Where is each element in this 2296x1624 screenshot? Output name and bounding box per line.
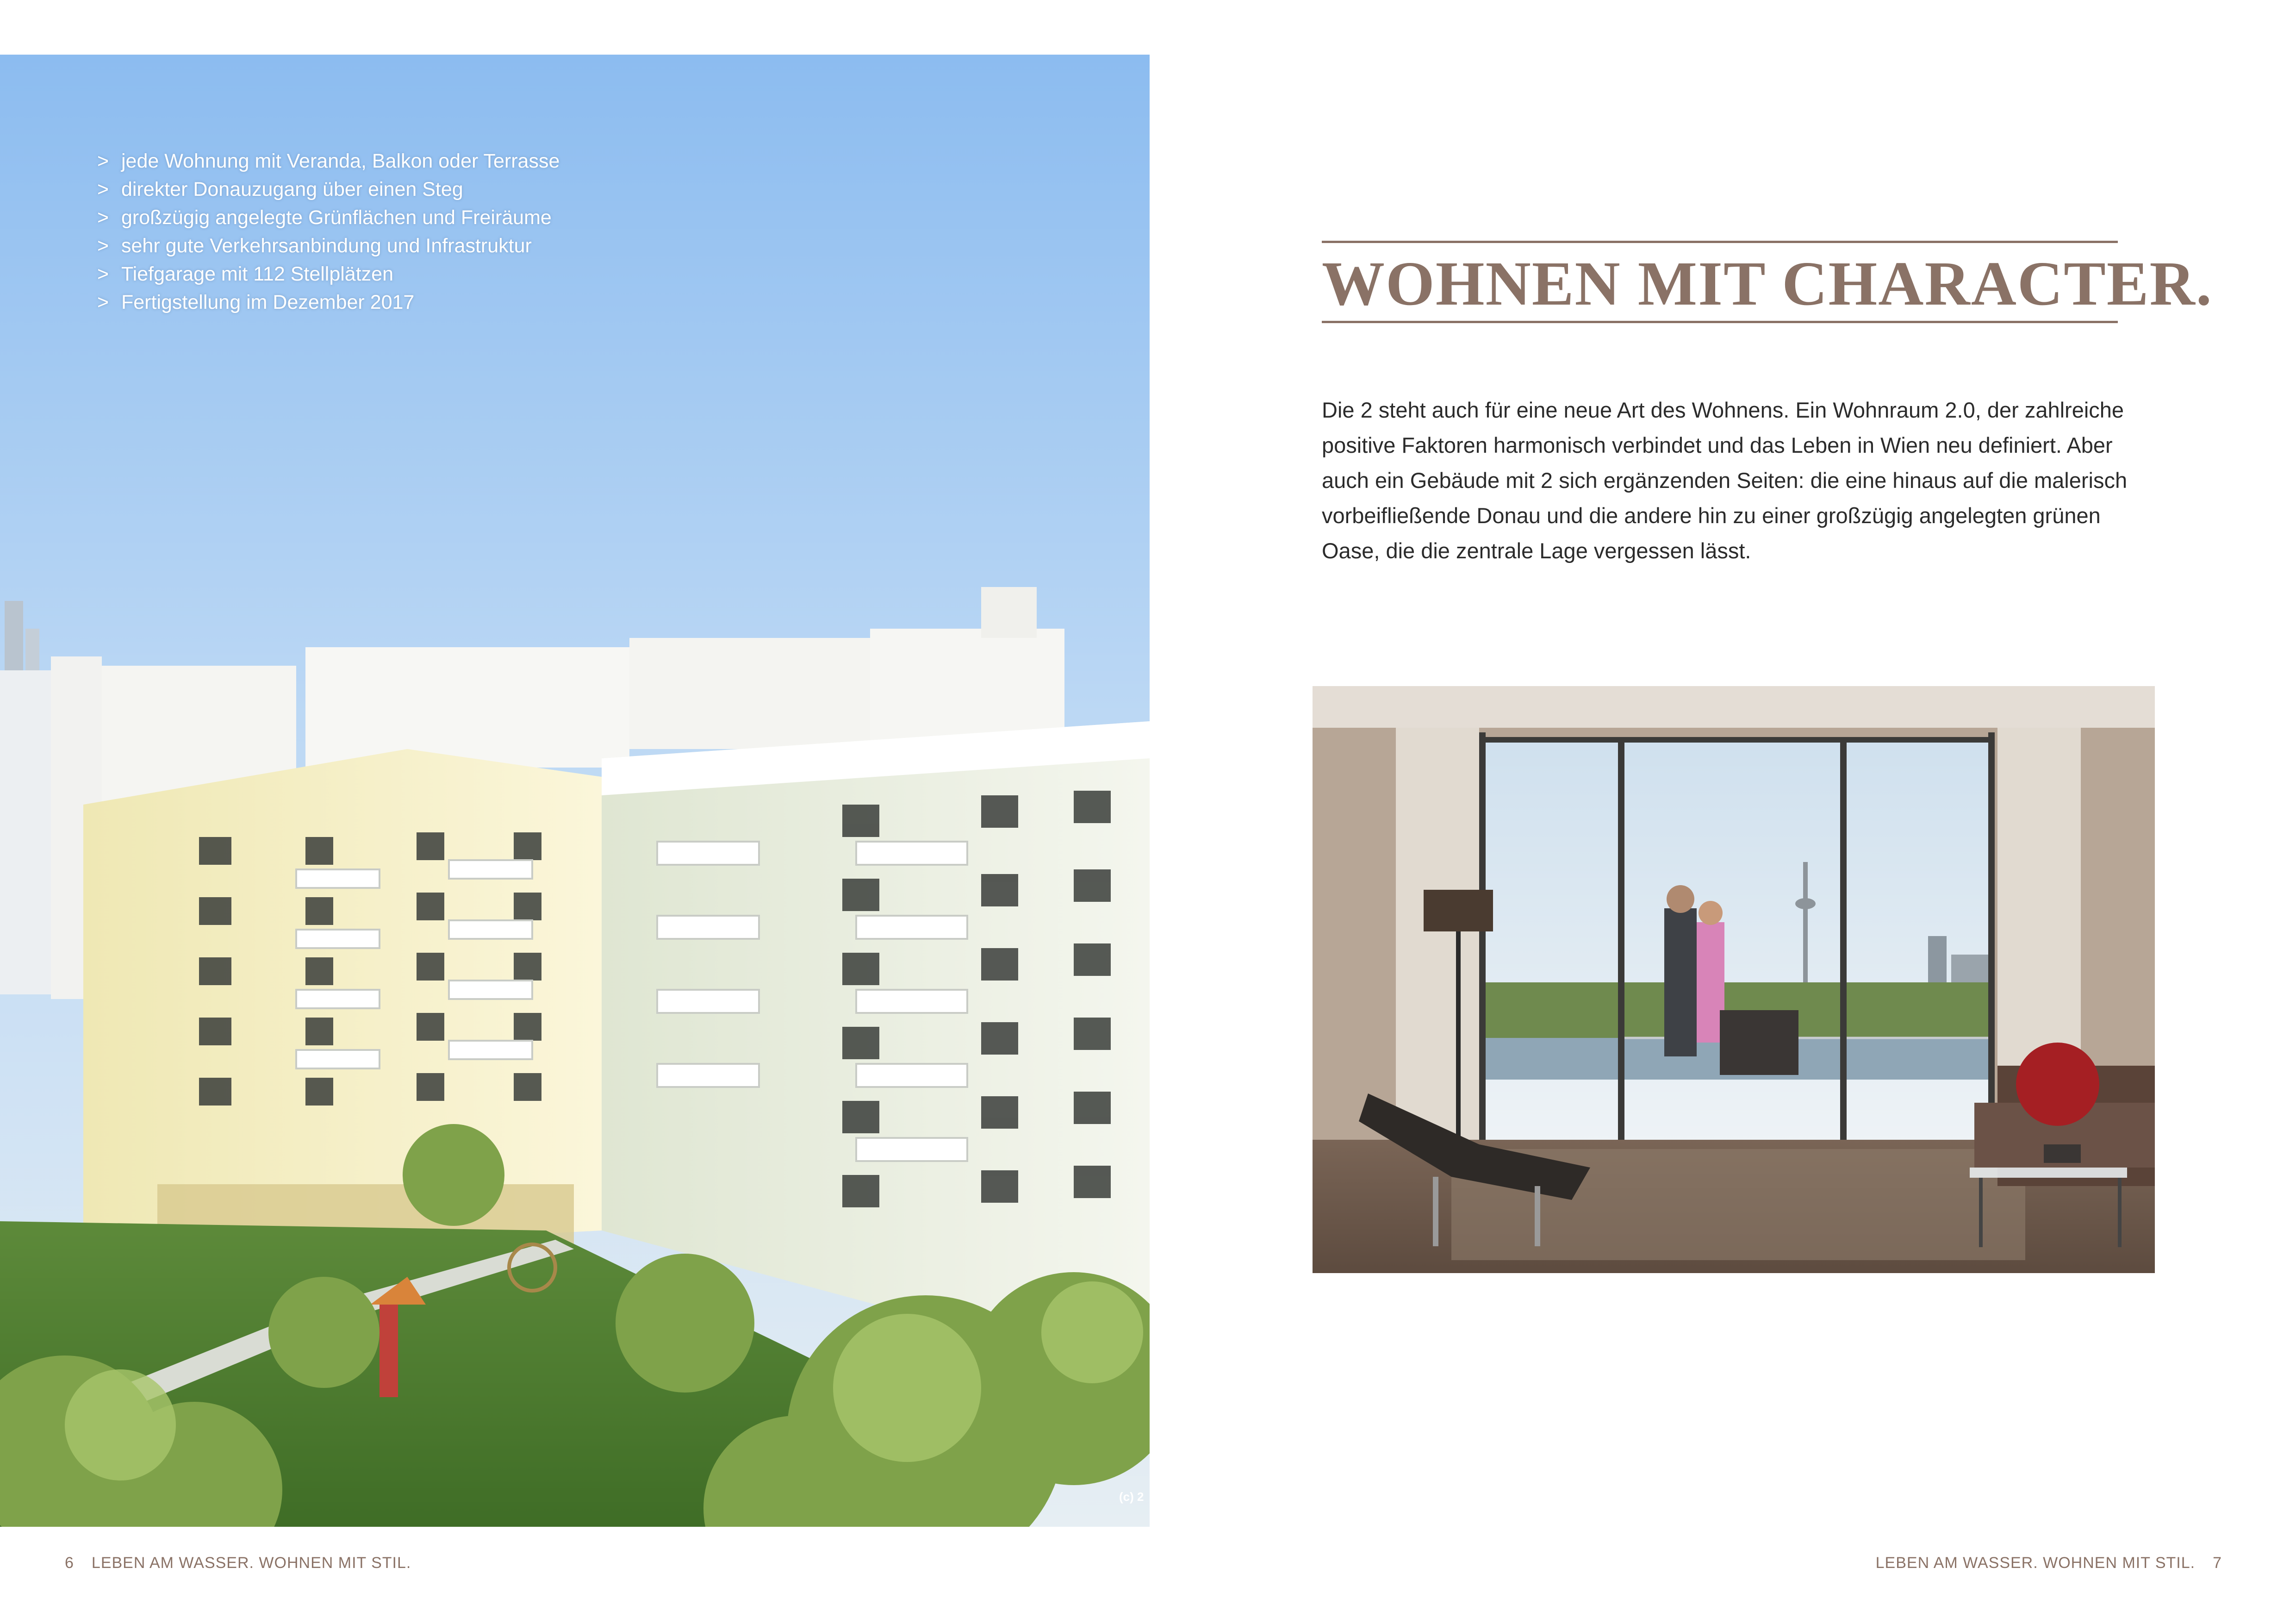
feature-list	[97, 147, 560, 317]
feature-text: Tiefgarage mit 112 Stellplätzen	[121, 263, 393, 285]
arrow-bullet-icon: >	[97, 150, 109, 172]
arrow-bullet-icon: >	[97, 291, 109, 313]
footer-tagline-left: LEBEN AM WASSER. WOHNEN MIT STIL.	[91, 1554, 411, 1572]
feature-text: großzügig angelegte Grünflächen und Freiräume	[121, 206, 552, 229]
arrow-bullet-icon: >	[97, 206, 109, 229]
feature-text: jede Wohnung mit Veranda, Balkon oder Terrasse	[121, 150, 560, 172]
feature-item	[97, 232, 560, 260]
feature-text: direkter Donauzugang über einen Steg	[121, 178, 463, 200]
feature-item	[97, 147, 560, 175]
page-title: WOHNEN MIT CHARACTER.	[1322, 249, 2213, 319]
feature-item	[97, 204, 560, 232]
footer-tagline-right: LEBEN AM WASSER. WOHNEN MIT STIL.	[1875, 1554, 2196, 1572]
feature-text: Fertigstellung im Dezember 2017	[121, 291, 415, 313]
footer-right	[1876, 1554, 2222, 1572]
page-number-left: 6	[65, 1554, 74, 1572]
interior-illustration	[1313, 686, 2155, 1273]
feature-item	[97, 288, 560, 317]
feature-text: sehr gute Verkehrsanbindung und Infrastruktur	[121, 235, 532, 257]
arrow-bullet-icon: >	[97, 235, 109, 257]
title-rule-top	[1322, 241, 2118, 243]
feature-item	[97, 260, 560, 288]
footer-left	[65, 1554, 411, 1572]
title-rule-bottom	[1322, 321, 2118, 323]
feature-item	[97, 175, 560, 204]
exterior-rendering	[0, 55, 1150, 1527]
intro-paragraph: Die 2 steht auch für eine neue Art des Wohnens. Ein Wohnraum 2.0, der zahlreiche positive Faktoren harmonisch verbindet und das Leben in Wien neu definiert. Aber auch ein Gebäude mit 2 sich ergänzenden Seiten: die eine hinaus auf die malerisch vorbeifließende Donau und die andere hin zu einer großzügig angelegten grünen Oase, die die zentrale Lage vergessen lässt.	[1322, 398, 2128, 563]
page-number-right: 7	[2213, 1554, 2222, 1572]
image-credit: (c) 2	[1119, 1490, 1144, 1504]
interior-rendering	[1313, 686, 2155, 1273]
arrow-bullet-icon: >	[97, 178, 109, 200]
arrow-bullet-icon: >	[97, 263, 109, 285]
title-block	[1322, 241, 2213, 323]
